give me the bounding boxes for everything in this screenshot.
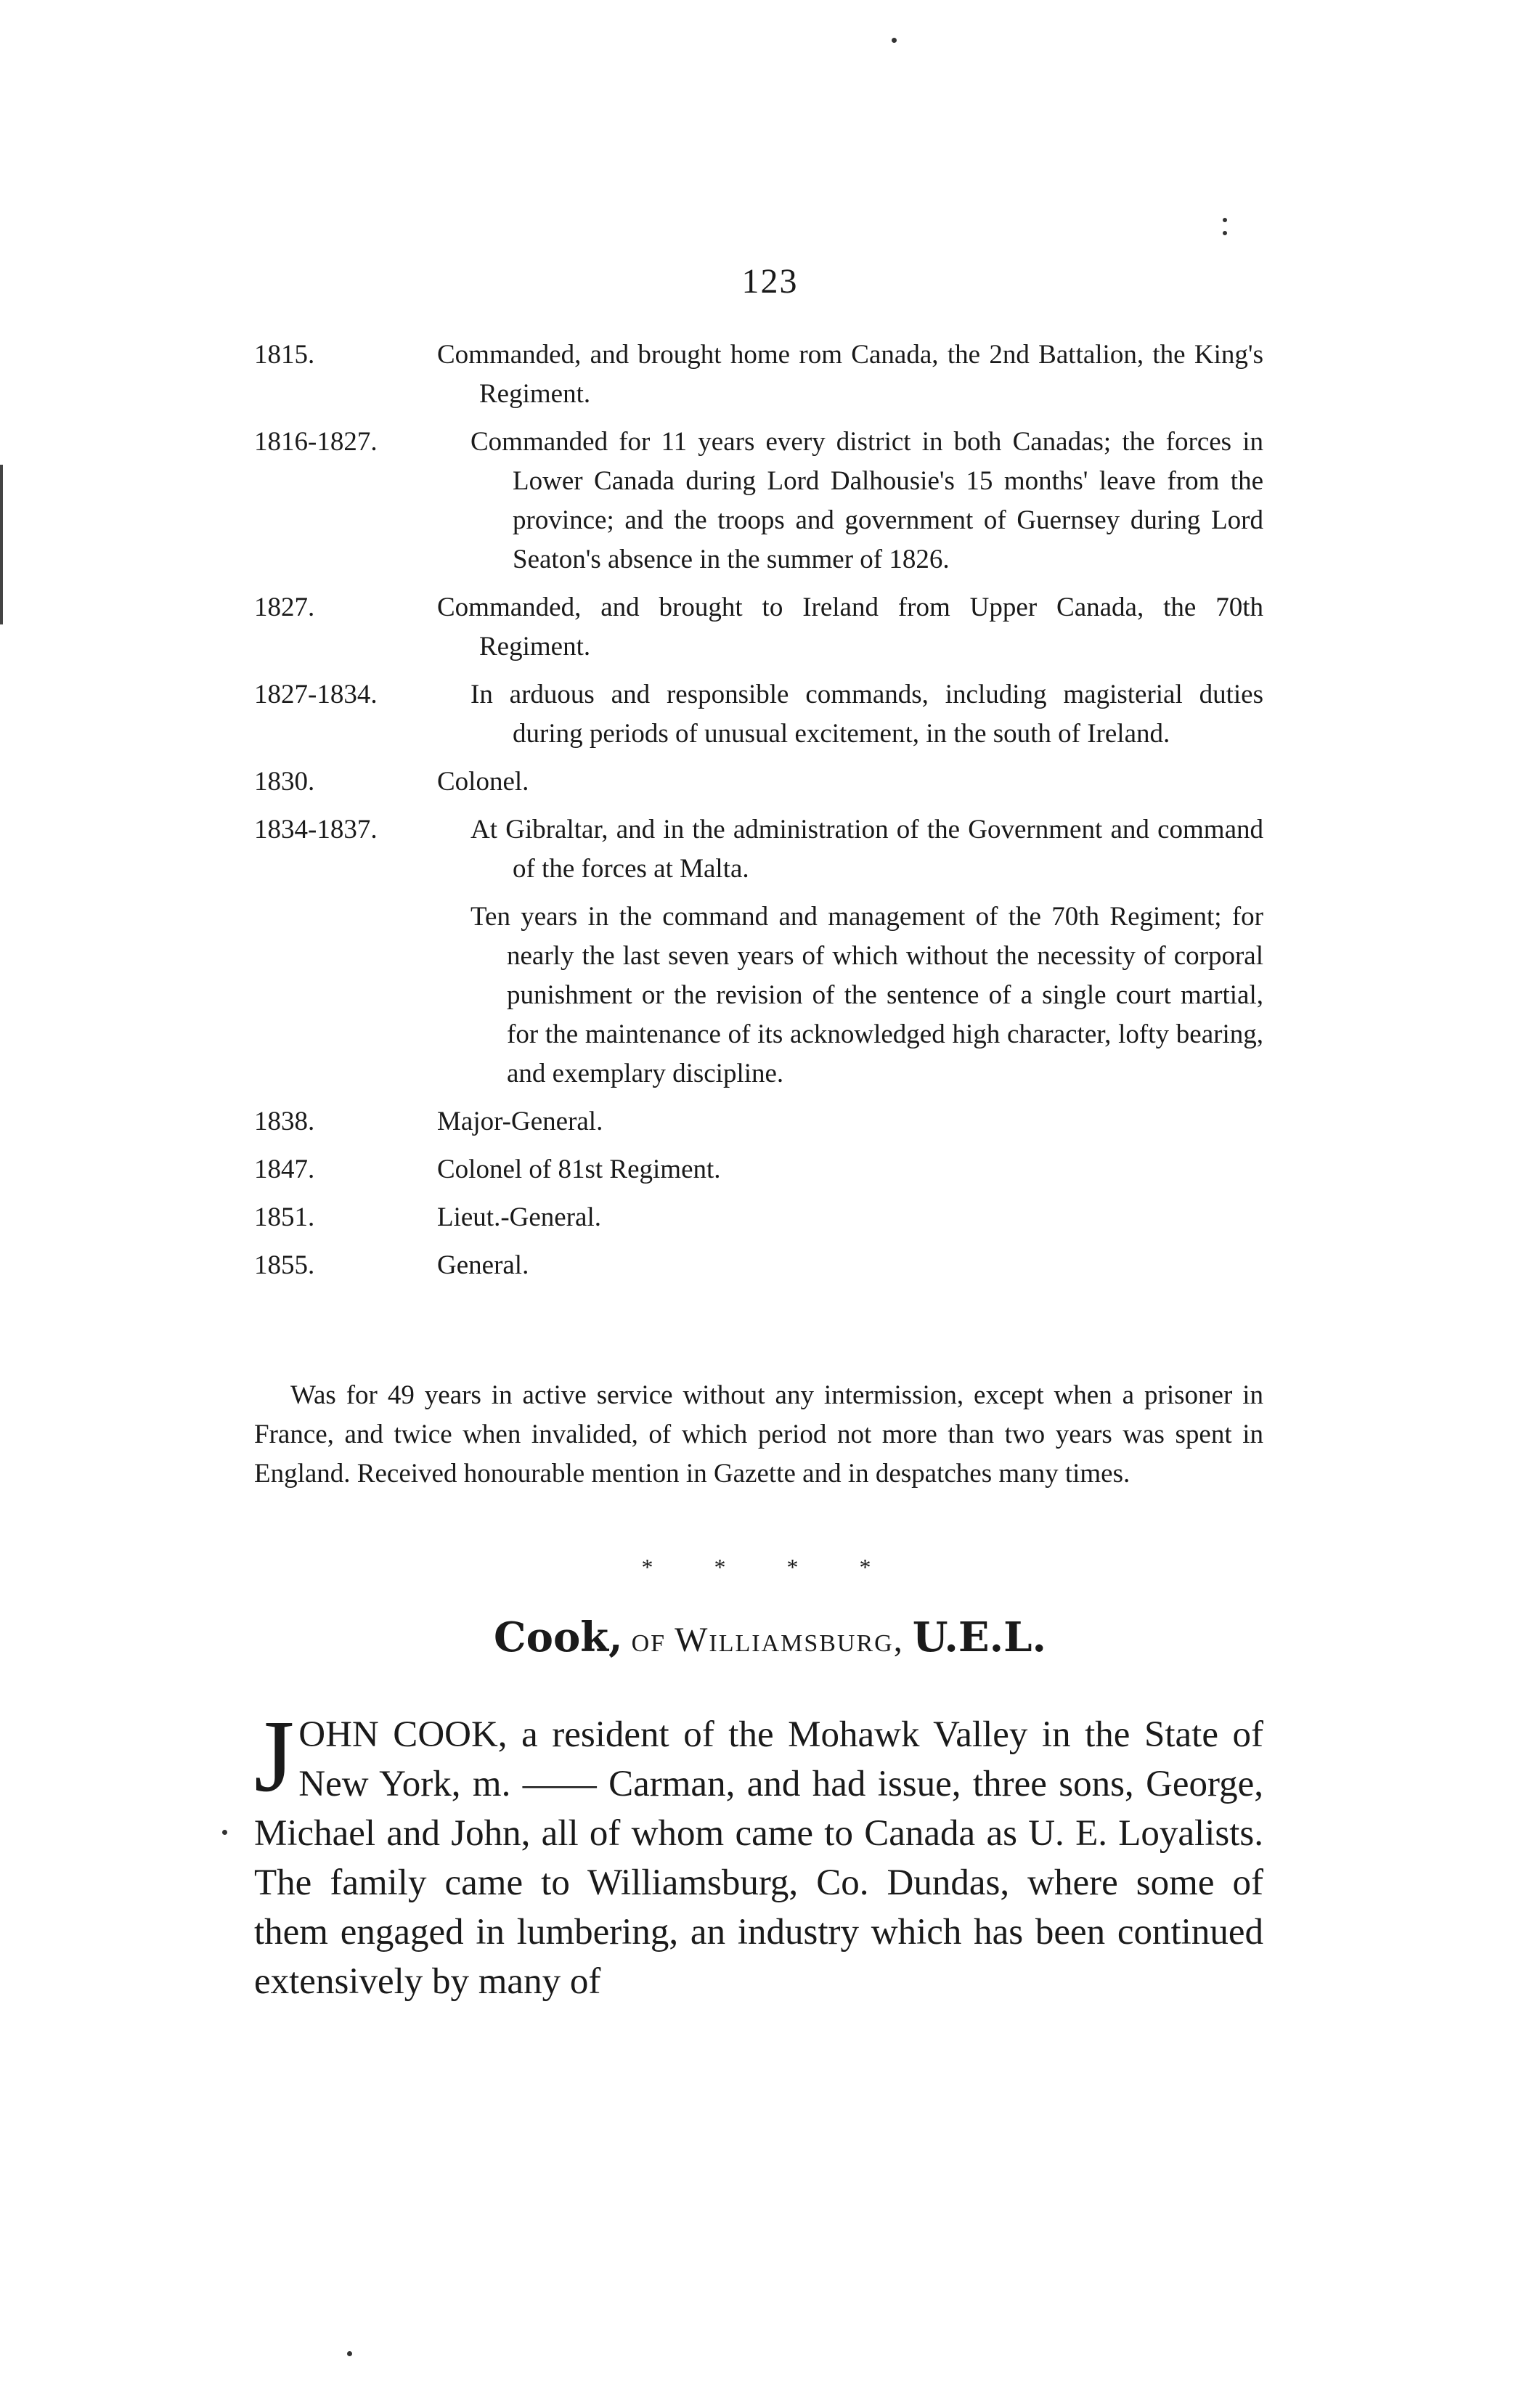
record-entry xyxy=(254,810,1263,889)
record-entry xyxy=(254,897,1263,1094)
record-entry xyxy=(254,1198,1263,1237)
record-text: Commanded, and brought to Ireland from Upper Canada, the 70th Regiment. xyxy=(437,593,1263,661)
record-entry xyxy=(254,1150,1263,1189)
record-entry xyxy=(254,675,1263,754)
main-paragraph-text: OHN COOK, a resident of the Mohawk Valley in the State of New York, m. —— Carman, and had issue, three sons, George, Michael and John, all of whom came to Canada as U. E. Loyalists. The family came to Williamsburg, Co. Dundas, where some of them engaged in lumbering, an industry which has been continued extensively by many of xyxy=(254,1714,1263,2002)
heading-of: of xyxy=(631,1621,667,1659)
record-entry xyxy=(254,335,1263,414)
record-entry xyxy=(254,762,1263,802)
main-paragraph xyxy=(254,1698,1263,2006)
record-year: 1851. xyxy=(254,1202,315,1232)
scan-speck xyxy=(892,38,897,43)
record-text: Colonel of 81st Regiment. xyxy=(437,1155,721,1184)
scan-speck xyxy=(347,2351,352,2356)
section-heading xyxy=(0,1613,1540,1661)
record-entry xyxy=(254,1246,1263,1285)
scan-speck xyxy=(222,1830,227,1835)
record-year: 1815. xyxy=(254,340,315,370)
record-text: Commanded, and brought home rom Canada, the 2nd Battalion, the King's Regiment. xyxy=(437,340,1263,409)
record-text: Major-General. xyxy=(437,1107,603,1136)
record-text: Ten years in the command and management of the 70th Regiment; for nearly the last seven years of which without the necessity of corporal punishment or the revision of the sentence of a single court martial, for the maintenance of its acknowledged high character, lofty bearing, and exemplary discipline. xyxy=(470,902,1263,1088)
scan-speck xyxy=(1223,218,1227,222)
heading-place: Williamsburg, xyxy=(675,1621,904,1659)
page-number: 123 xyxy=(741,262,799,301)
record-year: 1816-1827. xyxy=(254,427,378,457)
record-entry xyxy=(254,423,1263,579)
record-year: 1834-1837. xyxy=(254,815,378,844)
record-year: 1827. xyxy=(254,593,315,622)
record-entry xyxy=(254,588,1263,667)
record-year: 1830. xyxy=(254,767,315,797)
section-separator: * * * * xyxy=(641,1554,899,1580)
record-year: 1855. xyxy=(254,1250,315,1280)
scan-speck xyxy=(1223,231,1227,235)
record-text: Colonel. xyxy=(437,767,529,797)
record-text: In arduous and responsible commands, including magisterial duties during periods of unusual excitement, in the south of Ireland. xyxy=(470,680,1263,749)
record-text: Lieut.-General. xyxy=(437,1202,601,1232)
record-year: 1847. xyxy=(254,1155,315,1184)
scan-margin-rule xyxy=(0,465,3,624)
record-year: 1838. xyxy=(254,1107,315,1136)
service-summary: Was for 49 years in active service without any intermission, except when a prisoner in France, and twice when invalided, of which period not more than two years was spent in England. Received honourable mention in Gazette and in despatches many times. xyxy=(254,1380,1263,1489)
record-year: 1827-1834. xyxy=(254,680,378,709)
record-text: General. xyxy=(437,1250,529,1280)
heading-name: Cook, xyxy=(494,1613,623,1661)
record-text: Commanded for 11 years every district in both Canadas; the forces in Lower Canada during Lord Dalhousie's 15 months' leave from the province; and the troops and government of Guernsey during Lord Seaton's absence in the summer of 1826. xyxy=(470,427,1263,574)
heading-suffix: U.E.L. xyxy=(912,1613,1046,1661)
record-text: At Gibraltar, and in the administration of the Government and command of the forces at Malta. xyxy=(470,815,1263,884)
service-record xyxy=(254,335,1263,1294)
drop-cap: J xyxy=(254,1698,295,1813)
record-entry xyxy=(254,1102,1263,1141)
